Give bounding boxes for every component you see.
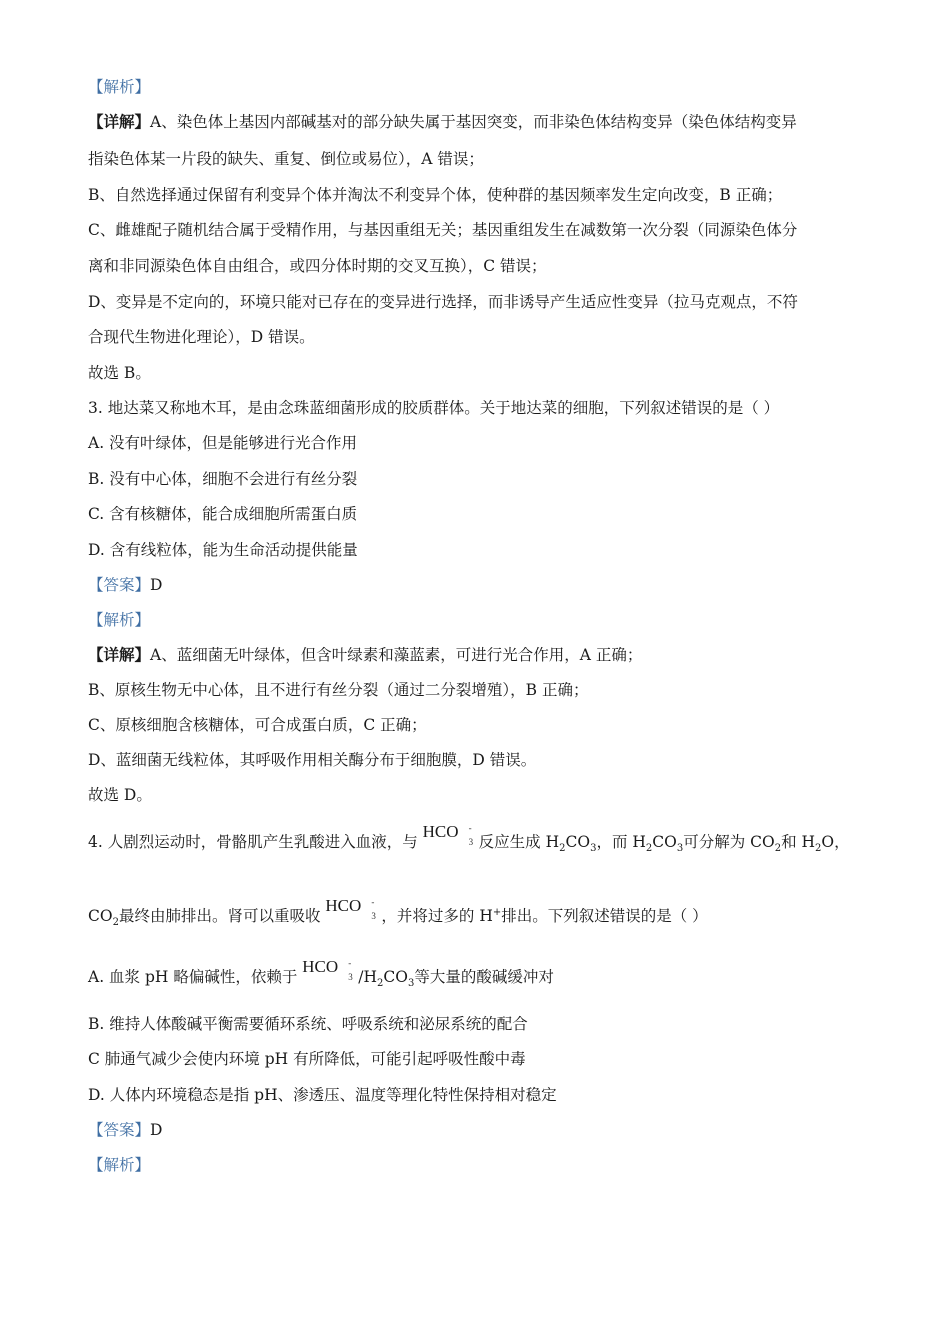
conclusion-line: 故选 B。 bbox=[88, 364, 151, 382]
question-3-option-a: A. 没有叶绿体，但是能够进行光合作用 bbox=[88, 434, 358, 452]
bicarbonate-formula: HCO - 3 bbox=[302, 957, 353, 982]
question-4-stem: 4. 人剧烈运动时，骨骼肌产生乳酸进入血液，与 HCO - 3 反应生成 $H_2CO_3$，而 $H_2CO_3$可分解为 $CO_2$和 $H_2O$， bbox=[88, 822, 850, 855]
question-3-detail-line: 【详解】A、蓝细菌无叶绿体，但含叶绿素和藻蓝素，可进行光合作用，A 正确； bbox=[88, 645, 643, 664]
detail-paragraph-line: 合现代生物进化理论），D 错误。 bbox=[88, 328, 315, 346]
detail-paragraph-line: C、雌雄配子随机结合属于受精作用，与基因重组无关；基因重组发生在减数第一次分裂（同源染色体分 bbox=[88, 221, 798, 239]
question-3-detail-line: D、蓝细菌无线粒体，其呼吸作用相关酶分布于细胞膜，D 错误。 bbox=[88, 751, 537, 769]
question-3-option-d: D. 含有线粒体，能为生命活动提供能量 bbox=[88, 541, 358, 559]
detail-paragraph-line: D、变异是不定向的，环境只能对已存在的变异进行选择，而非诱导产生适应性变异（拉马克观点，不符 bbox=[88, 293, 798, 311]
question-3-option-c: C. 含有核糖体，能合成细胞所需蛋白质 bbox=[88, 505, 358, 523]
question-4-analysis-heading: 【解析】 bbox=[88, 1156, 151, 1174]
question-3-stem: 3. 地达菜又称地木耳，是由念珠蓝细菌形成的胶质群体。关于地达菜的细胞，下列叙述错误的是（ ） bbox=[88, 399, 780, 417]
question-4-answer: 【答案】D bbox=[88, 1121, 163, 1139]
detail-paragraph-line: 离和非同源染色体自由组合，或四分体时期的交叉互换），C 错误； bbox=[88, 257, 547, 275]
question-4-option-c: C 肺通气减少会使内环境 pH 有所降低，可能引起呼吸性酸中毒 bbox=[88, 1050, 526, 1068]
detail-paragraph-line: 指染色体某一片段的缺失、重复、倒位或易位），A 错误； bbox=[88, 150, 484, 168]
analysis-heading: 【解析】 bbox=[88, 78, 151, 96]
question-4-option-d: D. 人体内环境稳态是指 pH、渗透压、温度等理化特性保持相对稳定 bbox=[88, 1086, 557, 1104]
question-4-option-a: A. 血浆 pH 略偏碱性，依赖于 HCO - 3 $/H_2CO_3$等大量的酸碱缓冲对 bbox=[88, 957, 554, 990]
detail-paragraph-line: 【详解】A、染色体上基因内部碱基对的部分缺失属于基因突变，而非染色体结构变异（染色体结构变异 bbox=[88, 112, 797, 131]
detail-paragraph-line: B、自然选择通过保留有利变异个体并淘汰不利变异个体，使种群的基因频率发生定向改变，B 正确； bbox=[88, 186, 783, 204]
question-3-detail-line: B、原核生物无中心体，且不进行有丝分裂（通过二分裂增殖），B 正确； bbox=[88, 681, 589, 699]
bicarbonate-formula: HCO - 3 bbox=[422, 822, 474, 847]
question-3-detail-line: C、原核细胞含核糖体，可合成蛋白质，C 正确； bbox=[88, 716, 427, 734]
question-3-analysis-heading: 【解析】 bbox=[88, 611, 151, 629]
question-4-option-b: B. 维持人体酸碱平衡需要循环系统、呼吸系统和泌尿系统的配合 bbox=[88, 1015, 528, 1033]
question-3-option-b: B. 没有中心体，细胞不会进行有丝分裂 bbox=[88, 470, 358, 488]
question-4-stem-continued: $CO_2$最终由肺排出。肾可以重吸收 HCO - 3 ，并将过多的 H+排出。下列叙述错误的是（ ） bbox=[88, 896, 708, 929]
bicarbonate-formula: HCO - 3 bbox=[325, 896, 376, 921]
question-3-answer: 【答案】D bbox=[88, 576, 163, 594]
question-3-conclusion: 故选 D。 bbox=[88, 786, 152, 804]
